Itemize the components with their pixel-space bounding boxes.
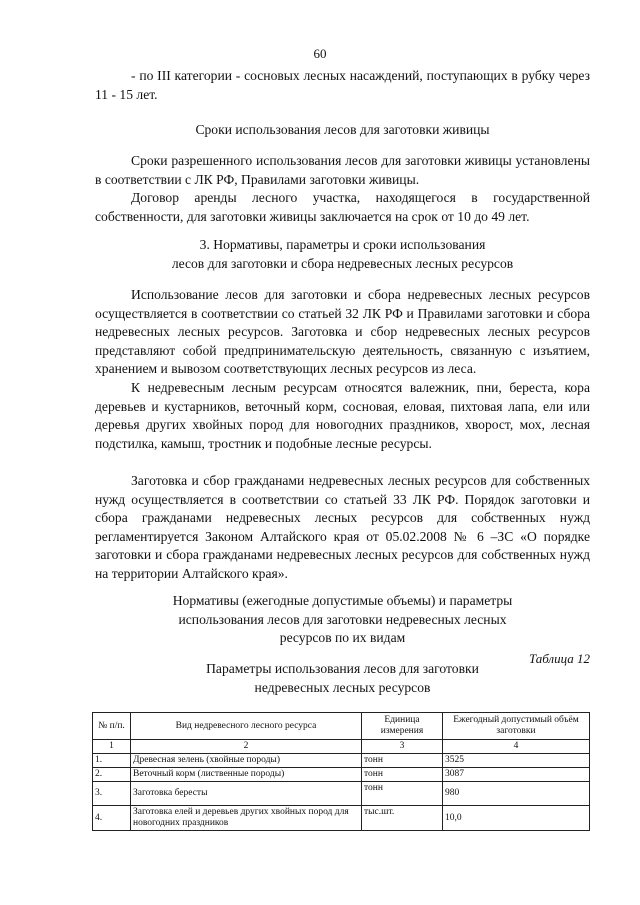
norms-title <box>95 592 590 648</box>
row-resource: Заготовка елей и деревьев других хвойных пород для новогодних праздников <box>131 806 362 831</box>
header-volume: Ежегодный допустимый объём заготовки <box>443 713 590 740</box>
row-volume: 980 <box>443 782 590 806</box>
section-3-paragraph-3: Заготовка и сбор гражданами недревесных лесных ресурсов для собственных нужд осуществляется в соответствии со статьей 33 ЛК РФ. Порядок заготовки и сбора гражданами недревесных лесных ресурсов для собственных нужд регламентируется Законом Алтайского края от 05.02.2008 № 6 –ЗС «О порядке заготовки и сбора гражданами недревесных лесных ресурсов для собственных нужд на территории Алтайского края». <box>95 473 590 581</box>
row-resource: Древесная зелень (хвойные породы) <box>131 754 362 768</box>
row-num: 1. <box>93 754 131 768</box>
row-unit: тонн <box>362 754 443 768</box>
section-3-paragraph-1: Использование лесов для заготовки и сбора недревесных лесных ресурсов осуществляется в соответствии со статьей 32 ЛК РФ и Правилами заготовки и сбора недревесных лесных ресурсов. Заготовка и сбор недревесных лесных ресурсов представляют собой предпринимательскую деятельность, связанную с изъятием, хранением и вывозом соответствующих лесных ресурсов из леса. <box>95 287 590 377</box>
parameters-table <box>92 712 590 831</box>
row-resource: Веточный корм (лиственные породы) <box>131 768 362 782</box>
row-unit: тонн <box>362 782 443 806</box>
section-3-title-line1: 3. Нормативы, параметры и сроки использования <box>199 237 486 252</box>
table-row <box>93 768 590 782</box>
table-row <box>93 782 590 806</box>
norms-title-line2: использования лесов для заготовки недревесных лесных <box>178 611 507 627</box>
parameters-table-container <box>92 712 590 831</box>
column-number-row <box>93 740 590 754</box>
norms-title-line3: ресурсов по их видам <box>279 630 406 646</box>
column-number: 1 <box>93 740 131 754</box>
table-row <box>93 806 590 831</box>
section-gum-title: Сроки использования лесов для заготовки живицы <box>195 122 490 137</box>
row-unit: тыс.шт. <box>362 806 443 831</box>
header-num: № п/п. <box>93 713 131 740</box>
column-number: 2 <box>131 740 362 754</box>
row-num: 2. <box>93 768 131 782</box>
row-num: 3. <box>93 782 131 806</box>
gum-paragraph-1: Сроки разрешенного использования лесов для заготовки живицы установлены в соответствии с ЛК РФ, Правилами заготовки живицы. <box>95 153 590 187</box>
row-unit: тонн <box>362 768 443 782</box>
header-resource: Вид недревесного лесного ресурса <box>131 713 362 740</box>
header-unit: Единица измерения <box>362 713 443 740</box>
column-number: 4 <box>443 740 590 754</box>
section-3-paragraph-2: К недревесным лесным ресурсам относятся валежник, пни, береста, кора деревьев и кустарников, веточный корм, сосновая, еловая, пихтовая лапа, ели или деревья других хвойных пород для новогодних праздников, хворост, мох, лесная подстилка, камыш, тростник и подобные лесные ресурсы. <box>95 380 590 451</box>
intro-continuation: - по III категории - сосновых лесных насаждений, поступающих в рубку через 11 - 15 лет. <box>95 68 590 102</box>
section-3-title-line2: лесов для заготовки и сбора недревесных лесных ресурсов <box>171 255 514 271</box>
row-volume: 3525 <box>443 754 590 768</box>
table-title-line1: Параметры использования лесов для заготовки <box>206 661 479 676</box>
gum-paragraph-2: Договор аренды лесного участка, находящегося в государственной собственности, для заготовки живицы заключается на срок от 10 до 49 лет. <box>95 190 590 224</box>
section-3-title <box>95 236 590 273</box>
table-row <box>93 754 590 768</box>
row-resource: Заготовка бересты <box>131 782 362 806</box>
row-num: 4. <box>93 806 131 831</box>
table-header-row <box>93 713 590 740</box>
table-title-line2: недревесных лесных ресурсов <box>254 679 431 695</box>
page-number: 60 <box>313 46 327 61</box>
table-label: Таблица 12 <box>528 651 590 666</box>
row-volume: 3087 <box>443 768 590 782</box>
table-title <box>95 660 590 697</box>
row-volume: 10,0 <box>443 806 590 831</box>
column-number: 3 <box>362 740 443 754</box>
norms-title-line1: Нормативы (ежегодные допустимые объемы) и параметры <box>172 593 513 608</box>
